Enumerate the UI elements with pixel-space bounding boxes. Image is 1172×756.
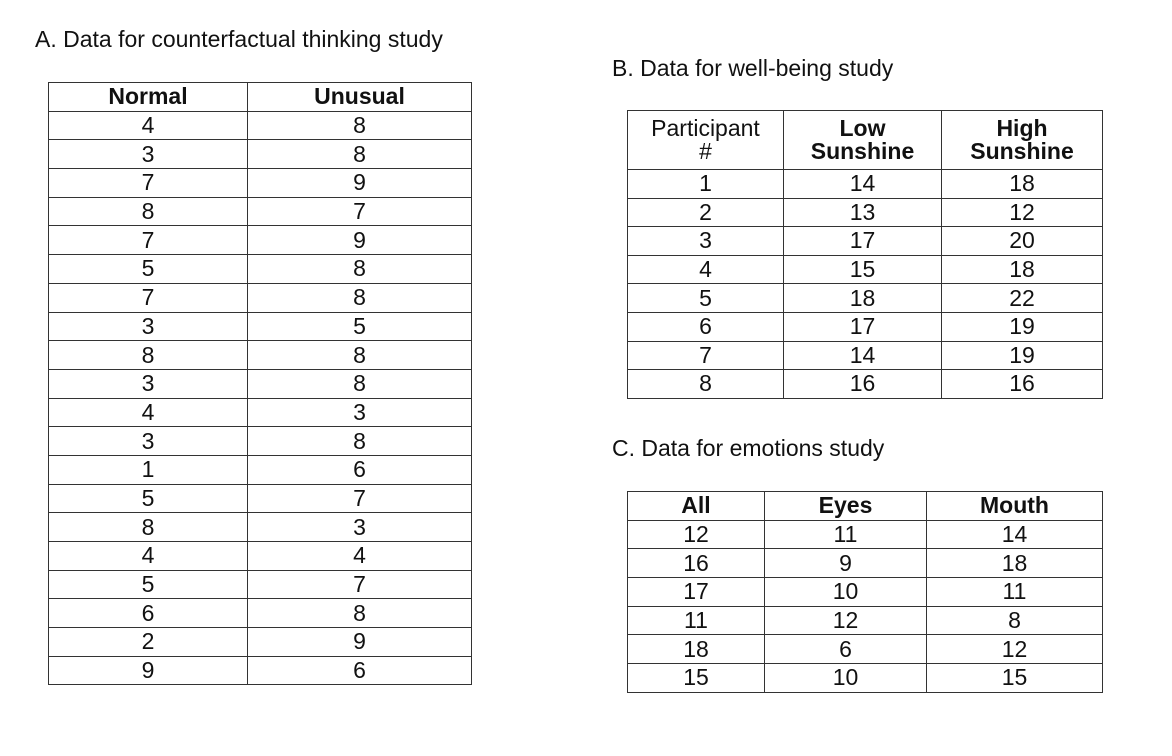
- table-cell: 8: [49, 197, 248, 226]
- table-header-row: [628, 492, 1103, 521]
- table-cell: 7: [49, 169, 248, 198]
- table-cell: 8: [248, 599, 472, 628]
- table-row: [49, 255, 472, 284]
- table-cell: 7: [248, 484, 472, 513]
- table-cell: 6: [49, 599, 248, 628]
- emotions-table-body: [628, 520, 1103, 692]
- header-line: High: [996, 115, 1048, 141]
- table-row: [49, 369, 472, 398]
- table-cell: 18: [942, 255, 1103, 284]
- table-cell: 3: [49, 427, 248, 456]
- table-cell: 14: [927, 520, 1103, 549]
- table-row: [49, 628, 472, 657]
- column-header-high-sunshine: [942, 111, 1103, 170]
- table-cell: 4: [628, 255, 784, 284]
- table-cell: 14: [784, 170, 942, 199]
- table-cell: 4: [49, 542, 248, 571]
- table-row: [628, 170, 1103, 199]
- table-cell: 9: [248, 226, 472, 255]
- table-cell: 8: [248, 369, 472, 398]
- table-cell: 3: [248, 398, 472, 427]
- table-cell: 2: [628, 198, 784, 227]
- table-cell: 4: [49, 398, 248, 427]
- table-cell: 17: [784, 227, 942, 256]
- table-cell: 8: [248, 255, 472, 284]
- table-cell: 9: [248, 628, 472, 657]
- table-cell: 8: [628, 370, 784, 399]
- table-cell: 17: [628, 578, 765, 607]
- table-row: [49, 169, 472, 198]
- table-row: [49, 484, 472, 513]
- table-cell: 3: [628, 227, 784, 256]
- column-header-unusual: Unusual: [248, 83, 472, 112]
- table-cell: 8: [49, 513, 248, 542]
- table-cell: 7: [248, 197, 472, 226]
- table-cell: 3: [49, 312, 248, 341]
- table-cell: 1: [628, 170, 784, 199]
- table-cell: 2: [49, 628, 248, 657]
- column-header-all: All: [628, 492, 765, 521]
- table-cell: 16: [784, 370, 942, 399]
- section-c-title: C. Data for emotions study: [612, 435, 885, 461]
- counterfactual-table: [48, 82, 472, 685]
- table-cell: 17: [784, 312, 942, 341]
- table-cell: 1: [49, 455, 248, 484]
- table-row: [49, 226, 472, 255]
- table-cell: 8: [927, 606, 1103, 635]
- table-header-row: [628, 111, 1103, 170]
- column-header-mouth: Mouth: [927, 492, 1103, 521]
- table-cell: 8: [248, 140, 472, 169]
- table-cell: 15: [784, 255, 942, 284]
- table-cell: 18: [784, 284, 942, 313]
- table-cell: 16: [628, 549, 765, 578]
- table-cell: 10: [765, 664, 927, 693]
- table-row: [49, 513, 472, 542]
- table-cell: 8: [248, 341, 472, 370]
- table-row: [49, 111, 472, 140]
- table-cell: 15: [927, 664, 1103, 693]
- table-row: [628, 341, 1103, 370]
- table-cell: 9: [248, 169, 472, 198]
- emotions-table: [627, 491, 1103, 693]
- table-cell: 5: [49, 255, 248, 284]
- table-cell: 15: [628, 664, 765, 693]
- well-being-table-body: [628, 170, 1103, 399]
- table-row: [628, 255, 1103, 284]
- table-cell: 8: [248, 111, 472, 140]
- table-cell: 18: [927, 549, 1103, 578]
- table-cell: 8: [248, 283, 472, 312]
- table-cell: 4: [248, 542, 472, 571]
- table-cell: 12: [628, 520, 765, 549]
- header-line: Sunshine: [970, 138, 1074, 164]
- table-cell: 6: [765, 635, 927, 664]
- table-row: [628, 312, 1103, 341]
- table-row: [628, 284, 1103, 313]
- header-line: Participant: [651, 115, 760, 141]
- table-row: [628, 549, 1103, 578]
- header-line: Sunshine: [810, 138, 915, 164]
- table-cell: 3: [248, 513, 472, 542]
- table-cell: 9: [49, 656, 248, 685]
- table-row: [49, 398, 472, 427]
- table-header-row: [49, 83, 472, 112]
- table-cell: 5: [49, 570, 248, 599]
- table-cell: 6: [248, 455, 472, 484]
- well-being-table: [627, 110, 1103, 399]
- table-row: [49, 427, 472, 456]
- table-row: [49, 341, 472, 370]
- table-row: [49, 283, 472, 312]
- table-cell: 4: [49, 111, 248, 140]
- table-row: [628, 606, 1103, 635]
- table-row: [49, 312, 472, 341]
- counterfactual-table-body: [49, 111, 472, 685]
- table-cell: 12: [765, 606, 927, 635]
- table-cell: 10: [765, 578, 927, 607]
- column-header-participant: [628, 111, 784, 170]
- table-cell: 7: [248, 570, 472, 599]
- table-cell: 19: [942, 312, 1103, 341]
- table-row: [628, 370, 1103, 399]
- table-cell: 7: [49, 283, 248, 312]
- table-cell: 11: [628, 606, 765, 635]
- table-row: [49, 197, 472, 226]
- table-row: [628, 227, 1103, 256]
- column-header-low-sunshine: [784, 111, 942, 170]
- table-cell: 18: [942, 170, 1103, 199]
- table-cell: 11: [765, 520, 927, 549]
- table-row: [628, 198, 1103, 227]
- table-cell: 3: [49, 140, 248, 169]
- table-row: [628, 520, 1103, 549]
- table-cell: 18: [628, 635, 765, 664]
- table-cell: 7: [628, 341, 784, 370]
- table-cell: 16: [942, 370, 1103, 399]
- table-cell: 3: [49, 369, 248, 398]
- section-a-title: A. Data for counterfactual thinking study: [35, 26, 443, 52]
- table-row: [628, 578, 1103, 607]
- column-header-eyes: Eyes: [765, 492, 927, 521]
- table-cell: 5: [49, 484, 248, 513]
- table-cell: 14: [784, 341, 942, 370]
- table-cell: 11: [927, 578, 1103, 607]
- table-cell: 6: [628, 312, 784, 341]
- table-cell: 22: [942, 284, 1103, 313]
- table-row: [49, 140, 472, 169]
- table-cell: 19: [942, 341, 1103, 370]
- table-cell: 20: [942, 227, 1103, 256]
- table-cell: 5: [628, 284, 784, 313]
- table-row: [628, 635, 1103, 664]
- table-cell: 8: [248, 427, 472, 456]
- table-row: [628, 664, 1103, 693]
- section-b-title: B. Data for well-being study: [612, 55, 894, 81]
- header-line: #: [699, 138, 712, 164]
- table-cell: 8: [49, 341, 248, 370]
- table-cell: 7: [49, 226, 248, 255]
- table-cell: 12: [942, 198, 1103, 227]
- table-cell: 6: [248, 656, 472, 685]
- table-row: [49, 542, 472, 571]
- table-row: [49, 599, 472, 628]
- column-header-normal: Normal: [49, 83, 248, 112]
- table-row: [49, 455, 472, 484]
- table-row: [49, 656, 472, 685]
- table-cell: 13: [784, 198, 942, 227]
- header-line: Low: [839, 115, 886, 141]
- table-cell: 5: [248, 312, 472, 341]
- table-cell: 12: [927, 635, 1103, 664]
- table-row: [49, 570, 472, 599]
- table-cell: 9: [765, 549, 927, 578]
